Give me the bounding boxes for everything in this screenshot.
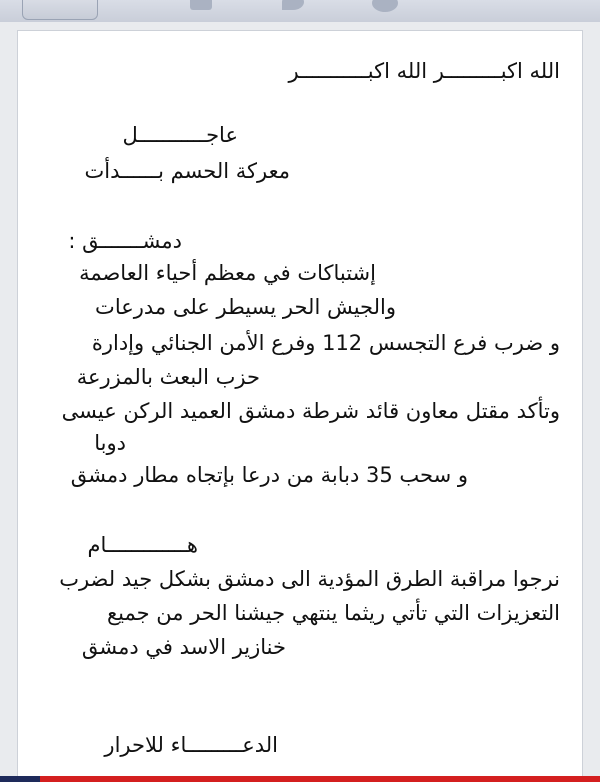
post-line: التعزيزات التي تأتي ريثما ينتهي جيشنا الحر من جميع (107, 601, 560, 625)
post-line: حزب البعث بالمزرعة (76, 365, 260, 389)
post-line: الله اكبـــــــــر الله اكبـــــــــــر (288, 59, 560, 83)
globe-icon[interactable] (372, 0, 398, 12)
post-line: والجيش الحر يسيطر على مدرعات (95, 295, 396, 319)
post-line: و ضرب فرع التجسس 112 وفرع الأمن الجنائي وإدارة (91, 331, 560, 355)
post-line: هـــــــــــــام (87, 533, 198, 557)
post-line: وتأكد مقتل معاون قائد شرطة دمشق العميد الركن عيسى (61, 399, 560, 423)
top-toolbar (0, 0, 600, 22)
post-line: عاجـــــــــــل (122, 123, 238, 147)
post-line: الدعـــــــــاء للاحرار (104, 733, 278, 757)
friends-icon[interactable] (190, 0, 212, 10)
post-line: دمشـــــــق : (68, 229, 182, 253)
back-button[interactable] (22, 0, 98, 20)
post-line: معركة الحسم بــــــدأت (84, 159, 290, 183)
messages-icon[interactable] (282, 0, 304, 10)
post-line: إشتباكات في معظم أحياء العاصمة (79, 261, 376, 285)
post-panel (17, 30, 583, 782)
bottom-bar-accent (0, 776, 40, 782)
post-line: دوبا (94, 431, 126, 455)
post-line: نرجوا مراقبة الطرق المؤدية الى دمشق بشكل جيد لضرب (59, 567, 560, 591)
post-line: خنازير الاسد في دمشق (81, 635, 286, 659)
bottom-bar (0, 776, 600, 782)
post-line: و سحب 35 دبابة من درعا بإتجاه مطار دمشق (70, 463, 468, 487)
